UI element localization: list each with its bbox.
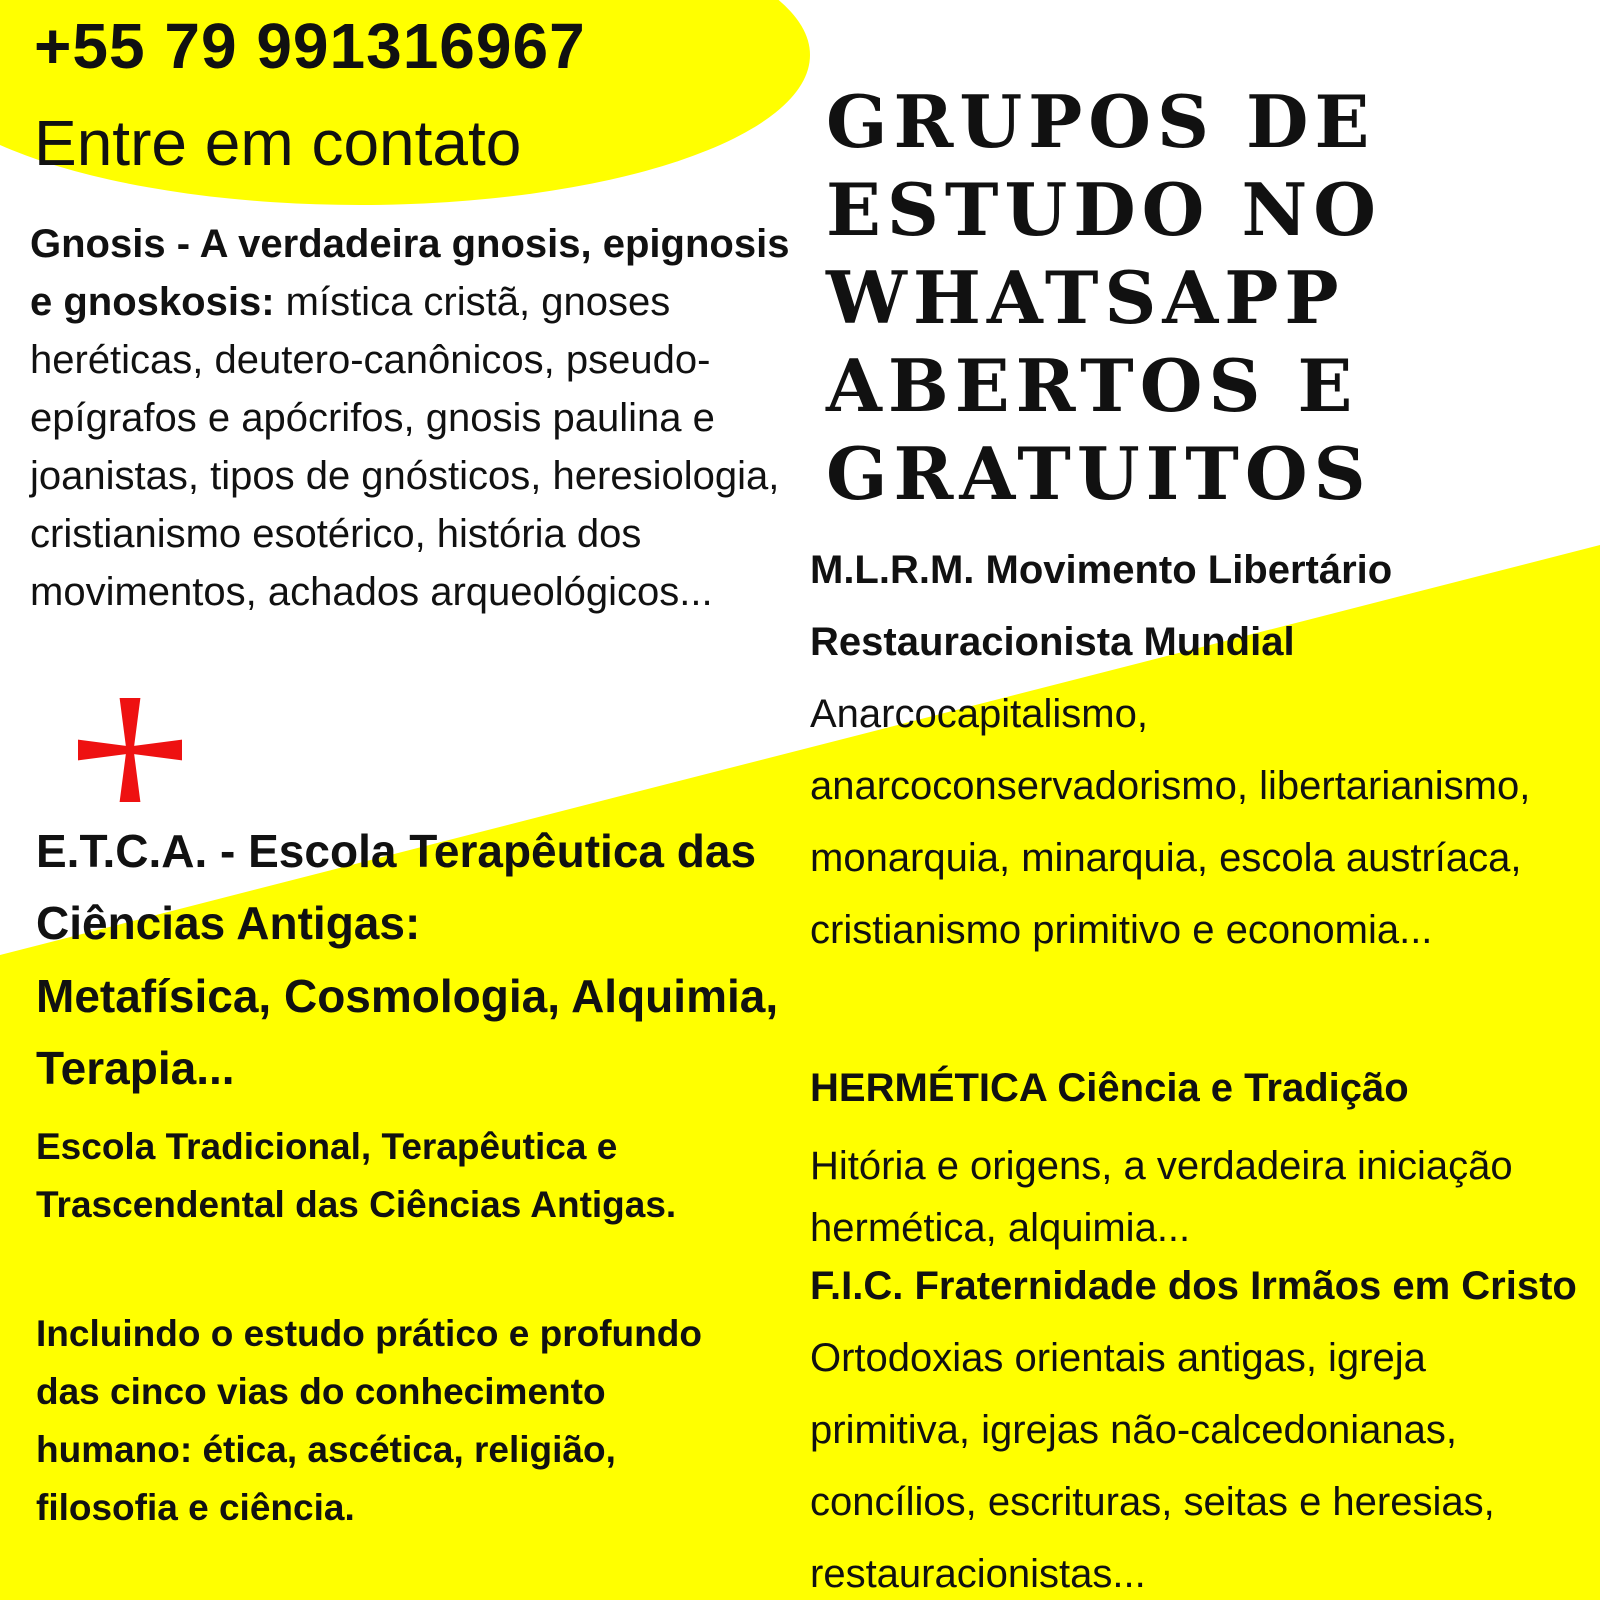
gnosis-topics: mística cristã, gnoses heréticas, deutero-canônicos, pseudo-epígrafos e apócrifos, gnosis paulina e joanistas, tipos de gnósticos, heresiologia, cristianismo esotérico, história dos movimentos, achados arqueológicos... <box>30 280 780 614</box>
fic-title: F.I.C. Fraternidade dos Irmãos em Cristo <box>810 1264 1577 1308</box>
contact-cta: Entre em contato <box>34 107 522 179</box>
mlrm-title: M.L.R.M. Movimento Libertário Restauracionista Mundial <box>810 548 1393 664</box>
hermetica-title <box>810 1052 1590 1124</box>
headline-line: WHATSAPP <box>826 255 1345 340</box>
headline-line: GRATUITOS <box>826 431 1372 516</box>
etca-description: Escola Tradicional, Terapêutica e Trascendental das Ciências Antigas. <box>36 1126 677 1225</box>
mlrm-group <box>810 534 1590 966</box>
hermetica-title-text: HERMÉTICA Ciência e Tradição <box>810 1066 1409 1110</box>
headline-line: ESTUDO NO <box>826 167 1382 252</box>
cross-pattee-icon <box>78 698 182 802</box>
headline-line: GRUPOS DE <box>826 79 1376 164</box>
headline-line: ABERTOS E <box>826 343 1359 428</box>
fic-topics: Ortodoxias orientais antigas, igreja primitiva, igrejas não-calcedonianas, concílios, escrituras, seitas e heresias, restauracionistas... <box>810 1336 1495 1596</box>
gnosis-group <box>30 215 810 621</box>
hermetica-topics: Hitória e origens, a verdadeira iniciação hermética, alquimia... <box>810 1144 1513 1250</box>
etca-title: E.T.C.A. - Escola Terapêutica das Ciências Antigas: <box>36 825 757 949</box>
gnosis-title: Gnosis - A verdadeira gnosis, epignosis e gnoskosis: <box>30 222 790 324</box>
cross-shape <box>78 698 182 802</box>
headline <box>826 78 1546 518</box>
fic-group <box>810 1250 1590 1610</box>
etca-topics: Metafísica, Cosmologia, Alquimia, Terapia... <box>36 970 779 1094</box>
phone-number[interactable]: +55 79 991316967 <box>34 10 586 82</box>
etca-extra: Incluindo o estudo prático e profundo das cinco vias do conhecimento humano: ética, ascética, religião, filosofia e ciência. <box>36 1313 702 1528</box>
mlrm-topics: Anarcocapitalismo, anarcoconservadorismo, libertarianismo, monarquia, minarquia, escola austríaca, cristianismo primitivo e economia... <box>810 692 1531 952</box>
